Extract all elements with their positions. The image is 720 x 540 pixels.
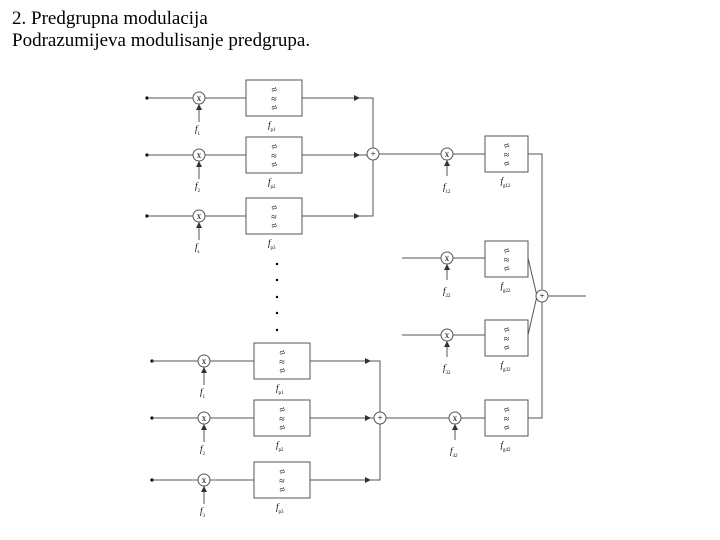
signal-line bbox=[360, 160, 373, 216]
arrow-head bbox=[196, 161, 202, 167]
carrier-label: $f_s$ bbox=[195, 242, 200, 255]
filter-symbol: ≈ bbox=[502, 245, 512, 258]
bandpass-filter bbox=[485, 136, 528, 172]
arrow-head bbox=[452, 424, 458, 430]
adder bbox=[374, 412, 386, 424]
arrow-head bbox=[196, 104, 202, 110]
multiplier-symbol: x bbox=[196, 93, 202, 103]
arrow-head bbox=[201, 486, 207, 492]
bandpass-filter bbox=[254, 462, 310, 498]
continuation-dot bbox=[276, 263, 278, 265]
carrier-label: $f_{12}$ bbox=[443, 182, 451, 195]
filter-label: $f_{p3}$ bbox=[276, 502, 284, 515]
slide-subtitle: Podrazumijeva modulisanje predgrupa. bbox=[12, 30, 311, 51]
multiplier bbox=[198, 355, 210, 367]
filter-label: $f_{p1}$ bbox=[268, 120, 276, 133]
filter-symbol: ≈ bbox=[277, 347, 288, 360]
arrow-head bbox=[365, 415, 371, 421]
continuation-dot bbox=[276, 279, 278, 281]
arrow-head bbox=[354, 213, 360, 219]
filter-symbol: ≈ bbox=[279, 414, 285, 425]
multiplier bbox=[198, 412, 210, 424]
arrow-head bbox=[444, 341, 450, 347]
arrow-head bbox=[354, 95, 360, 101]
adder-symbol: + bbox=[377, 413, 383, 423]
adder-symbol: + bbox=[539, 291, 545, 301]
signal-line bbox=[528, 302, 542, 418]
multiplier-symbol: x bbox=[196, 211, 202, 221]
filter-symbol: ≈ bbox=[502, 263, 512, 276]
filter-label: $f_{g22}$ bbox=[500, 281, 511, 294]
bandpass-filter bbox=[485, 400, 528, 436]
multiplier bbox=[193, 149, 205, 161]
multiplier bbox=[449, 412, 461, 424]
filter-symbol: ≈ bbox=[269, 220, 280, 233]
bandpass-filter bbox=[485, 320, 528, 356]
filter-symbol: ≈ bbox=[503, 255, 510, 266]
filter-label: $f_{g12}$ bbox=[500, 176, 511, 189]
signal-line bbox=[528, 296, 537, 335]
filter-symbol: ≈ bbox=[271, 94, 277, 105]
filter-symbol: ≈ bbox=[503, 334, 510, 345]
multiplier-symbol: x bbox=[201, 413, 207, 423]
filter-symbol: ≈ bbox=[269, 102, 280, 115]
filter-label: $f_{p2}$ bbox=[268, 177, 276, 190]
carrier-label: $f_3$ bbox=[200, 506, 206, 519]
multiplier bbox=[441, 329, 453, 341]
filter-symbol: ≈ bbox=[503, 150, 510, 161]
filter-symbol: ≈ bbox=[502, 422, 512, 435]
signal-line bbox=[360, 98, 373, 148]
filter-symbol: ≈ bbox=[502, 158, 512, 171]
filter-symbol: ≈ bbox=[277, 484, 288, 497]
filter-symbol: ≈ bbox=[502, 324, 512, 337]
adder bbox=[536, 290, 548, 302]
multiplier bbox=[441, 148, 453, 160]
multiplier bbox=[193, 92, 205, 104]
filter-symbol: ≈ bbox=[279, 357, 285, 368]
bandpass-filter bbox=[246, 137, 302, 173]
filter-symbol: ≈ bbox=[269, 159, 280, 172]
multiplier bbox=[198, 474, 210, 486]
filter-symbol: ≈ bbox=[502, 342, 512, 355]
filter-symbol: ≈ bbox=[277, 466, 288, 479]
bandpass-filter bbox=[254, 343, 310, 379]
signal-line bbox=[371, 424, 380, 480]
bandpass-filter bbox=[485, 241, 528, 277]
arrow-head bbox=[365, 477, 371, 483]
slide-title: 2. Predgrupna modulacija bbox=[12, 8, 208, 29]
bandpass-filter bbox=[246, 80, 302, 116]
filter-symbol: ≈ bbox=[277, 404, 288, 417]
arrow-head bbox=[444, 264, 450, 270]
arrow-head bbox=[201, 367, 207, 373]
continuation-dot bbox=[276, 329, 278, 331]
arrow-head bbox=[354, 152, 360, 158]
filter-label: $f_{g42}$ bbox=[500, 440, 511, 453]
filter-symbol: ≈ bbox=[269, 84, 280, 97]
multiplier bbox=[441, 252, 453, 264]
filter-symbol: ≈ bbox=[502, 140, 512, 153]
carrier-label: $f_2$ bbox=[200, 444, 206, 457]
filter-symbol: ≈ bbox=[503, 414, 510, 425]
filter-label: $f_{p1}$ bbox=[276, 383, 284, 396]
filter-label: $f_{g32}$ bbox=[500, 360, 511, 373]
bandpass-filter bbox=[254, 400, 310, 436]
filter-label: $f_{p2}$ bbox=[276, 440, 284, 453]
filter-symbol: ≈ bbox=[277, 365, 288, 378]
multiplier-symbol: x bbox=[444, 330, 450, 340]
filter-label: $f_{p3}$ bbox=[268, 238, 276, 251]
carrier-label: $f_{32}$ bbox=[443, 363, 451, 376]
multiplier-symbol: x bbox=[196, 150, 202, 160]
adder-symbol: + bbox=[370, 149, 376, 159]
signal-line bbox=[371, 361, 380, 412]
carrier-label: $f_{22}$ bbox=[443, 286, 451, 299]
filter-symbol: ≈ bbox=[269, 202, 280, 215]
arrow-head bbox=[444, 160, 450, 166]
bandpass-filter bbox=[246, 198, 302, 234]
carrier-label: $f_1$ bbox=[195, 124, 201, 137]
filter-symbol: ≈ bbox=[269, 141, 280, 154]
multiplier bbox=[193, 210, 205, 222]
continuation-dot bbox=[276, 296, 278, 298]
adder bbox=[367, 148, 379, 160]
multiplier-symbol: x bbox=[452, 413, 458, 423]
multiplier-symbol: x bbox=[444, 253, 450, 263]
multiplier-symbol: x bbox=[201, 475, 207, 485]
signal-line bbox=[528, 258, 537, 296]
carrier-label: $f_{42}$ bbox=[450, 446, 458, 459]
arrow-head bbox=[201, 424, 207, 430]
filter-symbol: ≈ bbox=[502, 404, 512, 417]
arrow-head bbox=[365, 358, 371, 364]
multiplier-symbol: x bbox=[444, 149, 450, 159]
continuation-dot bbox=[276, 312, 278, 314]
filter-symbol: ≈ bbox=[277, 422, 288, 435]
filter-symbol: ≈ bbox=[279, 476, 285, 487]
carrier-label: $f_1$ bbox=[200, 387, 206, 400]
carrier-label: $f_2$ bbox=[195, 181, 201, 194]
arrow-head bbox=[196, 222, 202, 228]
filter-symbol: ≈ bbox=[271, 212, 277, 223]
filter-symbol: ≈ bbox=[271, 151, 277, 162]
multiplier-symbol: x bbox=[201, 356, 207, 366]
